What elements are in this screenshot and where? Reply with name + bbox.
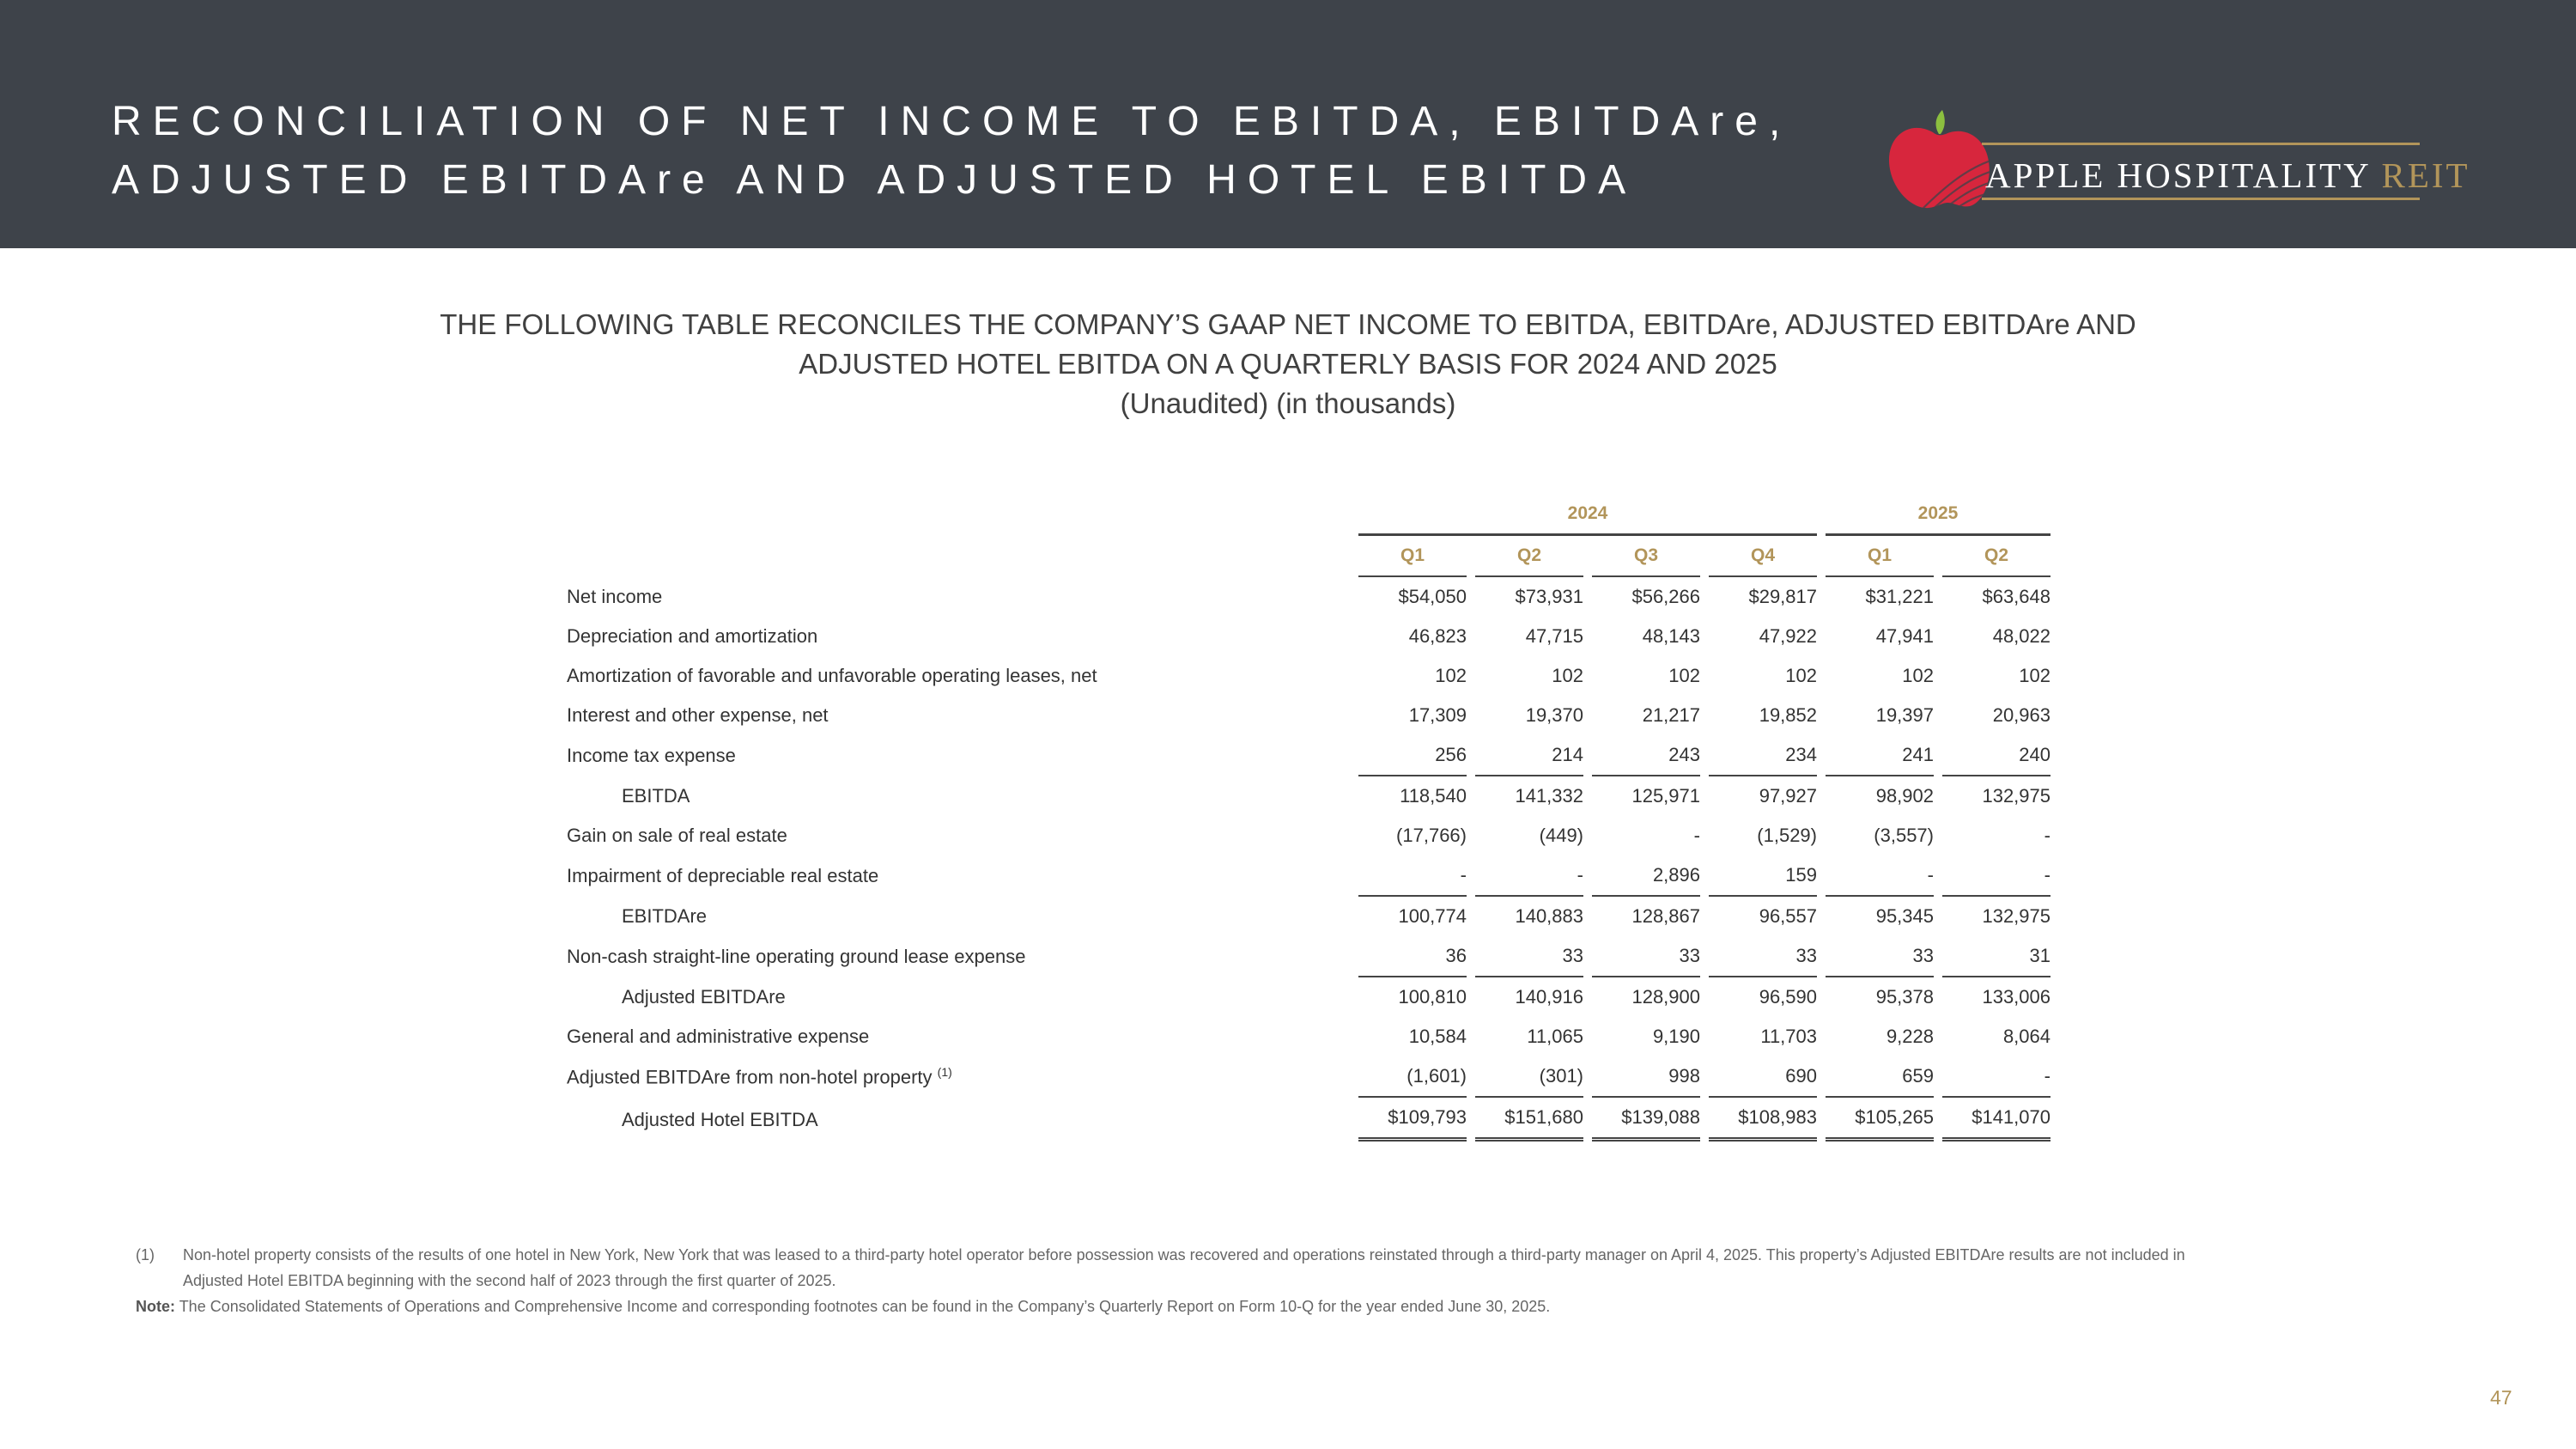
row-value: 125,971 bbox=[1631, 785, 1700, 807]
row-value: 240 bbox=[1942, 735, 2050, 776]
row-label bbox=[567, 936, 1358, 977]
note-text: The Consolidated Statements of Operations and Comprehensive Income and corresponding footnotes can be found in the Company’s Quarterly Report on Form 10-Q for the year ended June 30, 2025. bbox=[179, 1298, 1551, 1315]
row-value: 98,902 bbox=[1875, 785, 1934, 807]
row-value: $31,221 bbox=[1865, 586, 1934, 607]
column-gap bbox=[1700, 936, 1709, 977]
company-name: APPLE HOSPITALITY bbox=[1985, 155, 2371, 195]
row-value: 10,584 bbox=[1408, 1026, 1467, 1047]
row-value: 33 bbox=[1475, 936, 1583, 977]
column-gap bbox=[1467, 656, 1475, 696]
column-gap bbox=[1583, 577, 1592, 617]
table-row bbox=[567, 977, 2050, 1017]
table-row bbox=[567, 1056, 2050, 1098]
row-value: 96,590 bbox=[1759, 986, 1817, 1008]
column-gap bbox=[1700, 977, 1709, 1017]
row-label bbox=[567, 776, 1358, 816]
row-value: $56,266 bbox=[1631, 586, 1700, 607]
quarter-header-2: Q2 bbox=[1475, 536, 1583, 577]
page-title bbox=[112, 93, 1829, 210]
row-value: 998 bbox=[1592, 1056, 1700, 1098]
row-value: 128,900 bbox=[1631, 986, 1700, 1008]
row-label-text: Depreciation and amortization bbox=[567, 625, 818, 647]
row-value: 21,217 bbox=[1642, 704, 1700, 726]
column-gap bbox=[1700, 816, 1709, 855]
column-gap bbox=[1467, 617, 1475, 656]
year-gap bbox=[1817, 494, 1826, 536]
footnote-note bbox=[136, 1294, 2454, 1319]
column-gap bbox=[1700, 735, 1709, 776]
footnote-1-mark: (1) bbox=[136, 1246, 155, 1263]
footnote-1 bbox=[136, 1242, 2454, 1294]
column-gap bbox=[1934, 936, 1942, 977]
footnote-marker: (1) bbox=[937, 1065, 952, 1080]
row-value: $63,648 bbox=[1982, 586, 2050, 607]
row-value: 256 bbox=[1358, 735, 1467, 776]
row-label-text: Adjusted EBITDAre from non-hotel property bbox=[567, 1066, 933, 1088]
row-label-text: Impairment of depreciable real estate bbox=[567, 865, 879, 886]
row-value: (17,766) bbox=[1396, 825, 1467, 846]
column-gap bbox=[1817, 656, 1826, 696]
column-gap bbox=[1817, 936, 1826, 977]
row-value: 97,927 bbox=[1759, 785, 1817, 807]
column-gap bbox=[1583, 1017, 1592, 1056]
row-label-text: Amortization of favorable and unfavorable operating leases, net bbox=[567, 665, 1097, 686]
row-value: 133,006 bbox=[1982, 986, 2050, 1008]
column-gap bbox=[1817, 536, 1826, 577]
company-name-accent: REIT bbox=[2381, 155, 2470, 195]
row-value: $139,088 bbox=[1592, 1098, 1700, 1142]
row-value: 241 bbox=[1826, 735, 1934, 776]
row-value: 33 bbox=[1826, 936, 1934, 977]
row-value: 36 bbox=[1358, 936, 1467, 977]
column-gap bbox=[1817, 696, 1826, 735]
row-value: 47,922 bbox=[1759, 625, 1817, 647]
row-value: 95,378 bbox=[1875, 986, 1934, 1008]
row-value: $109,793 bbox=[1358, 1098, 1467, 1142]
row-value: $151,680 bbox=[1475, 1098, 1583, 1142]
subtitle-line-2: ADJUSTED HOTEL EBITDA ON A QUARTERLY BASIS FOR 2024 AND 2025 bbox=[799, 348, 1777, 380]
column-gap bbox=[1934, 776, 1942, 816]
row-value: 132,975 bbox=[1982, 905, 2050, 927]
column-gap bbox=[1700, 776, 1709, 816]
column-gap bbox=[1583, 735, 1592, 776]
row-value: 8,064 bbox=[2002, 1026, 2050, 1047]
row-value: 11,065 bbox=[1527, 1026, 1583, 1047]
table-row bbox=[567, 855, 2050, 897]
column-gap bbox=[1700, 617, 1709, 656]
row-label bbox=[567, 1098, 1358, 1142]
row-label bbox=[567, 1056, 1358, 1098]
footnote-1-line-2: Adjusted Hotel EBITDA beginning with the second half of 2023 through the first quarter of 2025. bbox=[183, 1272, 836, 1289]
column-gap bbox=[1467, 776, 1475, 816]
row-label bbox=[567, 617, 1358, 656]
column-gap bbox=[1934, 1017, 1942, 1056]
column-gap bbox=[1583, 897, 1592, 936]
table-subtitle bbox=[0, 305, 2576, 423]
row-value: 140,916 bbox=[1515, 986, 1583, 1008]
year-header-spacer bbox=[567, 494, 1358, 536]
row-value: (1,601) bbox=[1358, 1056, 1467, 1098]
row-value: 33 bbox=[1592, 936, 1700, 977]
column-gap bbox=[1934, 977, 1942, 1017]
row-label-text: Adjusted Hotel EBITDA bbox=[622, 1108, 818, 1130]
row-value: 95,345 bbox=[1875, 905, 1934, 927]
row-value: 48,143 bbox=[1642, 625, 1700, 647]
row-value: 48,022 bbox=[1992, 625, 2050, 647]
column-gap bbox=[1700, 855, 1709, 897]
column-gap bbox=[1583, 617, 1592, 656]
row-value: 33 bbox=[1709, 936, 1817, 977]
row-label bbox=[567, 696, 1358, 735]
row-value: 243 bbox=[1592, 735, 1700, 776]
table-row bbox=[567, 936, 2050, 977]
row-value: 31 bbox=[1942, 936, 2050, 977]
column-gap bbox=[1817, 577, 1826, 617]
column-gap bbox=[1700, 897, 1709, 936]
row-value: 17,309 bbox=[1408, 704, 1467, 726]
quarter-header-3: Q3 bbox=[1592, 536, 1700, 577]
quarter-header-row bbox=[567, 536, 2050, 577]
row-value: - bbox=[1942, 855, 2050, 897]
column-gap bbox=[1467, 936, 1475, 977]
footnote-1-line-1: Non-hotel property consists of the results of one hotel in New York, New York that was leased to a third-party hotel operator before possession was recovered and operations reinstated through a third-party manager on April 4, 2025. This property’s Adjusted EBITDAre results are not included in bbox=[183, 1246, 2185, 1263]
row-value: 47,941 bbox=[1875, 625, 1934, 647]
table-row bbox=[567, 776, 2050, 816]
page-title-line-1: RECONCILIATION OF NET INCOME TO EBITDA, EBITDAre, bbox=[112, 99, 1792, 144]
row-value: 102 bbox=[1668, 665, 1700, 686]
row-label bbox=[567, 816, 1358, 855]
row-value: 20,963 bbox=[1992, 704, 2050, 726]
table-row bbox=[567, 656, 2050, 696]
column-gap bbox=[1583, 656, 1592, 696]
row-value: - bbox=[1475, 855, 1583, 897]
row-value: (3,557) bbox=[1874, 825, 1934, 846]
subtitle-line-1: THE FOLLOWING TABLE RECONCILES THE COMPANY’S GAAP NET INCOME TO EBITDA, EBITDAre, ADJUSTED EBITDAre AND bbox=[440, 308, 2136, 340]
row-value: - bbox=[1358, 855, 1467, 897]
row-label-text: General and administrative expense bbox=[567, 1026, 870, 1047]
row-value: (1,529) bbox=[1757, 825, 1817, 846]
row-value: $54,050 bbox=[1398, 586, 1467, 607]
column-gap bbox=[1817, 735, 1826, 776]
row-value: $73,931 bbox=[1515, 586, 1583, 607]
quarter-header-5: Q1 bbox=[1826, 536, 1934, 577]
column-gap bbox=[1934, 536, 1942, 577]
row-value: 102 bbox=[1902, 665, 1934, 686]
quarter-header-spacer bbox=[567, 536, 1358, 577]
row-value: $105,265 bbox=[1826, 1098, 1934, 1142]
column-gap bbox=[1467, 855, 1475, 897]
row-value: - bbox=[1942, 1056, 2050, 1098]
row-value: 102 bbox=[1552, 665, 1583, 686]
row-value: 140,883 bbox=[1515, 905, 1583, 927]
row-value: 659 bbox=[1826, 1056, 1934, 1098]
row-value: 47,715 bbox=[1525, 625, 1583, 647]
column-gap bbox=[1700, 656, 1709, 696]
row-value: (449) bbox=[1539, 825, 1583, 846]
row-value: 128,867 bbox=[1631, 905, 1700, 927]
table-row bbox=[567, 816, 2050, 855]
subtitle-line-3: (Unaudited) (in thousands) bbox=[1120, 387, 1456, 419]
table-row bbox=[567, 1017, 2050, 1056]
row-value: 102 bbox=[1785, 665, 1817, 686]
column-gap bbox=[1583, 1098, 1592, 1142]
column-gap bbox=[1700, 1098, 1709, 1142]
row-value: 141,332 bbox=[1515, 785, 1583, 807]
column-gap bbox=[1817, 617, 1826, 656]
table-row bbox=[567, 1098, 2050, 1142]
column-gap bbox=[1467, 1098, 1475, 1142]
column-gap bbox=[1467, 577, 1475, 617]
row-value: 102 bbox=[2019, 665, 2050, 686]
page-title-line-2: ADJUSTED EBITDAre AND ADJUSTED HOTEL EBITDA bbox=[112, 157, 1637, 203]
quarter-header-4: Q4 bbox=[1709, 536, 1817, 577]
column-gap bbox=[1817, 776, 1826, 816]
row-value: 214 bbox=[1475, 735, 1583, 776]
row-label-text: Gain on sale of real estate bbox=[567, 825, 787, 846]
table-row bbox=[567, 617, 2050, 656]
column-gap bbox=[1700, 577, 1709, 617]
column-gap bbox=[1583, 776, 1592, 816]
column-gap bbox=[1817, 1056, 1826, 1098]
row-label-text: Income tax expense bbox=[567, 745, 736, 766]
company-logo-text bbox=[1985, 155, 2470, 196]
table-row bbox=[567, 735, 2050, 776]
column-gap bbox=[1467, 735, 1475, 776]
column-gap bbox=[1467, 1056, 1475, 1098]
column-gap bbox=[1934, 656, 1942, 696]
column-gap bbox=[1934, 577, 1942, 617]
column-gap bbox=[1467, 1017, 1475, 1056]
column-gap bbox=[1467, 696, 1475, 735]
row-value: - bbox=[1826, 855, 1934, 897]
column-gap bbox=[1583, 977, 1592, 1017]
row-label bbox=[567, 577, 1358, 617]
quarter-header-6: Q2 bbox=[1942, 536, 2050, 577]
column-gap bbox=[1934, 735, 1942, 776]
column-gap bbox=[1583, 816, 1592, 855]
column-gap bbox=[1934, 897, 1942, 936]
row-value: 2,896 bbox=[1592, 855, 1700, 897]
row-value: 9,190 bbox=[1652, 1026, 1700, 1047]
row-value: 9,228 bbox=[1886, 1026, 1934, 1047]
row-value: 132,975 bbox=[1982, 785, 2050, 807]
row-value: - bbox=[2044, 825, 2050, 846]
column-gap bbox=[1817, 855, 1826, 897]
row-value: 159 bbox=[1709, 855, 1817, 897]
column-gap bbox=[1817, 977, 1826, 1017]
table-row bbox=[567, 897, 2050, 936]
row-value: 118,540 bbox=[1400, 785, 1467, 807]
row-value: 19,370 bbox=[1525, 704, 1583, 726]
column-gap bbox=[1817, 1017, 1826, 1056]
row-value: 234 bbox=[1709, 735, 1817, 776]
row-label bbox=[567, 735, 1358, 776]
column-gap bbox=[1467, 536, 1475, 577]
column-gap bbox=[1583, 696, 1592, 735]
row-label bbox=[567, 897, 1358, 936]
column-gap bbox=[1467, 897, 1475, 936]
row-label-text: Adjusted EBITDAre bbox=[622, 986, 786, 1008]
row-value: $108,983 bbox=[1709, 1098, 1817, 1142]
column-gap bbox=[1934, 855, 1942, 897]
column-gap bbox=[1934, 1056, 1942, 1098]
column-gap bbox=[1817, 1098, 1826, 1142]
column-gap bbox=[1467, 816, 1475, 855]
column-gap bbox=[1934, 816, 1942, 855]
note-label: Note: bbox=[136, 1298, 175, 1315]
row-value: 11,703 bbox=[1760, 1026, 1817, 1047]
row-value: 100,810 bbox=[1398, 986, 1467, 1008]
row-value: 96,557 bbox=[1759, 905, 1817, 927]
column-gap bbox=[1700, 1056, 1709, 1098]
year-header-row bbox=[567, 494, 2050, 536]
logo-bottom-rule bbox=[1982, 198, 2420, 200]
row-value: $141,070 bbox=[1942, 1098, 2050, 1142]
row-label bbox=[567, 855, 1358, 897]
column-gap bbox=[1583, 936, 1592, 977]
column-gap bbox=[1934, 1098, 1942, 1142]
year-header-2024: 2024 bbox=[1358, 494, 1817, 536]
row-label-text: Interest and other expense, net bbox=[567, 704, 829, 726]
column-gap bbox=[1467, 977, 1475, 1017]
table-row bbox=[567, 577, 2050, 617]
page-number: 47 bbox=[2490, 1386, 2512, 1409]
row-value: $29,817 bbox=[1748, 586, 1817, 607]
row-label-text: EBITDA bbox=[622, 785, 690, 807]
column-gap bbox=[1817, 816, 1826, 855]
column-gap bbox=[1700, 536, 1709, 577]
column-gap bbox=[1583, 1056, 1592, 1098]
reconciliation-table bbox=[567, 494, 2050, 1142]
row-value: 102 bbox=[1435, 665, 1467, 686]
row-value: (301) bbox=[1475, 1056, 1583, 1098]
row-value: - bbox=[1693, 825, 1700, 846]
column-gap bbox=[1700, 696, 1709, 735]
row-value: 19,397 bbox=[1875, 704, 1934, 726]
logo-top-rule bbox=[1982, 143, 2420, 145]
row-label-text: Net income bbox=[567, 586, 663, 607]
column-gap bbox=[1700, 1017, 1709, 1056]
column-gap bbox=[1934, 696, 1942, 735]
row-value: 690 bbox=[1709, 1056, 1817, 1098]
row-label-text: EBITDAre bbox=[622, 905, 708, 927]
column-gap bbox=[1934, 617, 1942, 656]
table-row bbox=[567, 696, 2050, 735]
row-label bbox=[567, 977, 1358, 1017]
quarter-header-1: Q1 bbox=[1358, 536, 1467, 577]
year-header-2025: 2025 bbox=[1826, 494, 2050, 536]
column-gap bbox=[1583, 536, 1592, 577]
row-value: 100,774 bbox=[1398, 905, 1467, 927]
row-value: 46,823 bbox=[1408, 625, 1467, 647]
footnotes bbox=[136, 1242, 2454, 1319]
row-label-text: Non-cash straight-line operating ground lease expense bbox=[567, 946, 1026, 967]
row-label bbox=[567, 656, 1358, 696]
row-label bbox=[567, 1017, 1358, 1056]
row-value: 19,852 bbox=[1759, 704, 1817, 726]
column-gap bbox=[1583, 855, 1592, 897]
column-gap bbox=[1817, 897, 1826, 936]
